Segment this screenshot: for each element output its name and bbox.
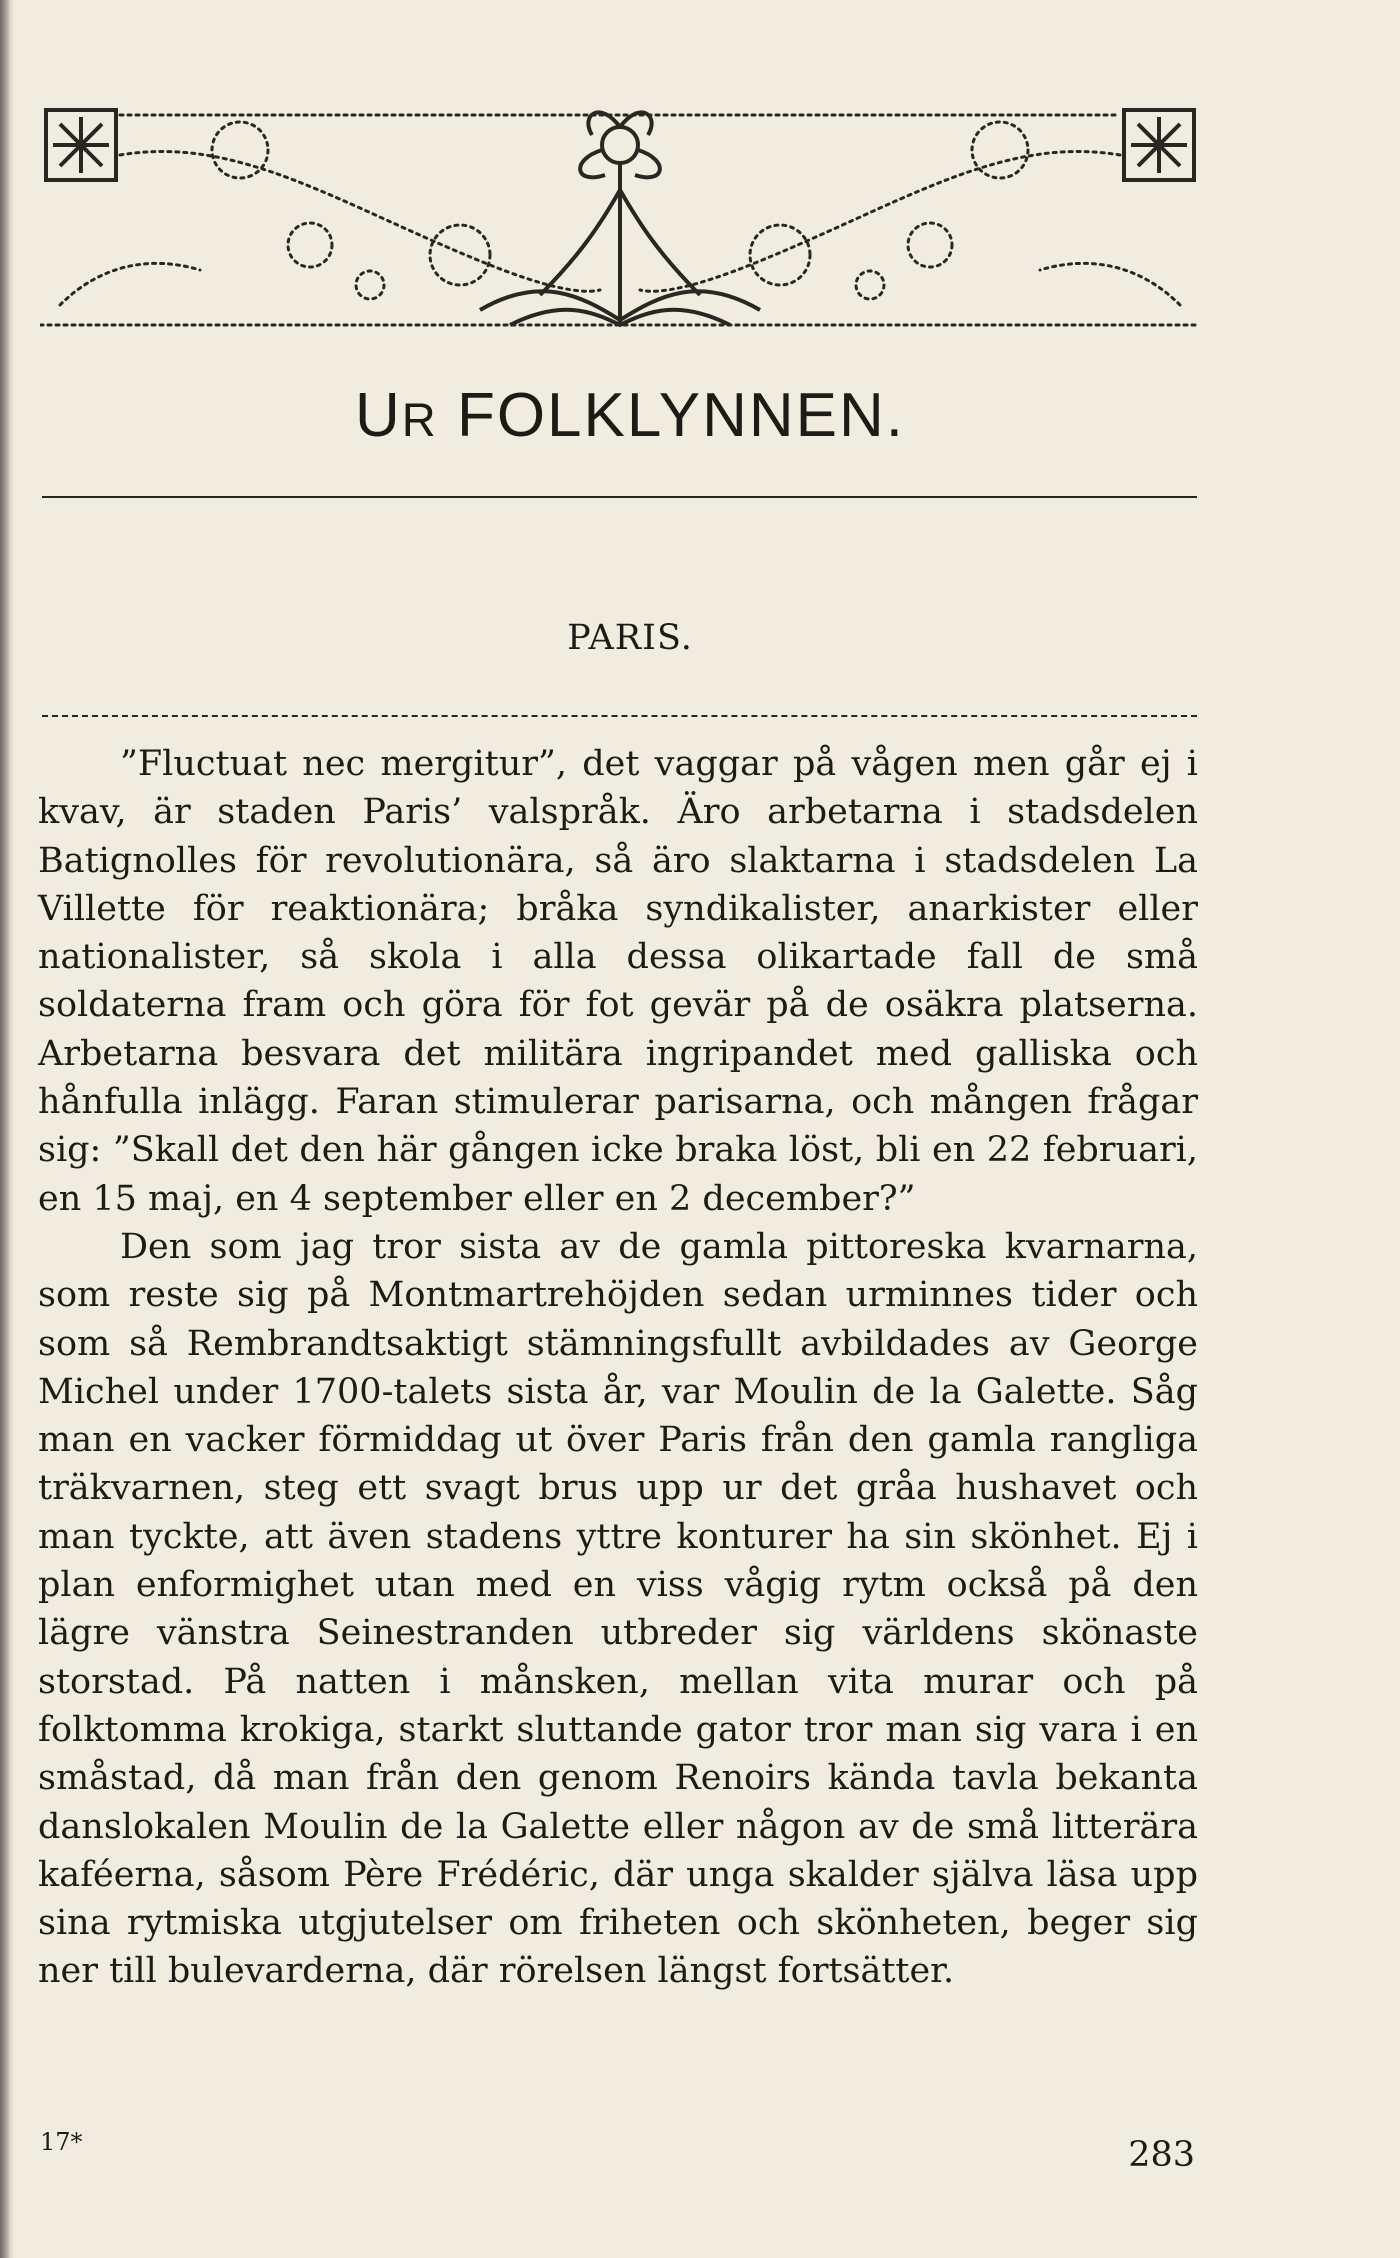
title-rest: FOLKLYNNEN. (437, 381, 906, 450)
body-text (38, 740, 1198, 1996)
title-rule (42, 496, 1197, 498)
paragraph: ”Fluctuat nec mergitur”, det vaggar på vågen men går ej i kvav, är staden Paris’ valspråk. Äro arbetarna i stadsdelen Batignolles för revolutionära, så äro slaktarna i stadsdelen La Villette för reaktionära; bråka syndikalister, anarkister eller nationalister, så skola i alla dessa olikartade fall de små soldaterna fram och göra för fot gevär på de osäkra platserna. Arbetarna besvara det militära ingripandet med galliska och hånfulla inlägg. Faran stimulerar parisarna, och mången frågar sig: ”Skall det den här gången icke braka löst, bli en 22 februari, en 15 maj, en 4 september eller en 2 december?” (38, 744, 1198, 1219)
binding-edge (0, 0, 14, 2258)
section-title: PARIS. (567, 618, 693, 658)
paragraph: Den som jag tror sista av de gamla pittoreska kvarnarna, som reste sig på Montmartrehöjden sedan urminnes tider och som så Rembrandtsaktigt stämningsfullt avbildades av George Michel under 1700-talets sista år, var Moulin de la Galette. Såg man en vacker förmiddag ut över Paris från den gamla rangliga träkvarnen, steg ett svagt brus upp ur det gråa hushavet och man tyckte, att även stadens yttre konturer ha sin skönhet. Ej i plan enformighet utan med en viss vågig rytm också på den lägre vänstra Seinestranden utbreder sig världens skönaste storstad. På natten i månsken, mellan vita murar och på folktomma krokiga, starkt sluttande gator tror man sig vara i en småstad, då man från den genom Renoirs kända tavla bekanta danslokalen Moulin de la Galette eller någon av de små litterära kaféerna, såsom Père Frédéric, där unga skalder själva läsa upp sina rytmiska utgjutelser om friheten och skönheten, beger sig ner till bulevarderna, där rörelsen längst fortsätter. (38, 1226, 1198, 1992)
page-number: 283 (1128, 2135, 1195, 2175)
title-small-caps: R (401, 393, 438, 446)
page-title (0, 380, 1260, 451)
floral-header-ornament (40, 95, 1200, 345)
title-initial: U (354, 381, 402, 450)
signature-mark: 17* (40, 2128, 83, 2156)
dashed-divider (42, 715, 1197, 717)
